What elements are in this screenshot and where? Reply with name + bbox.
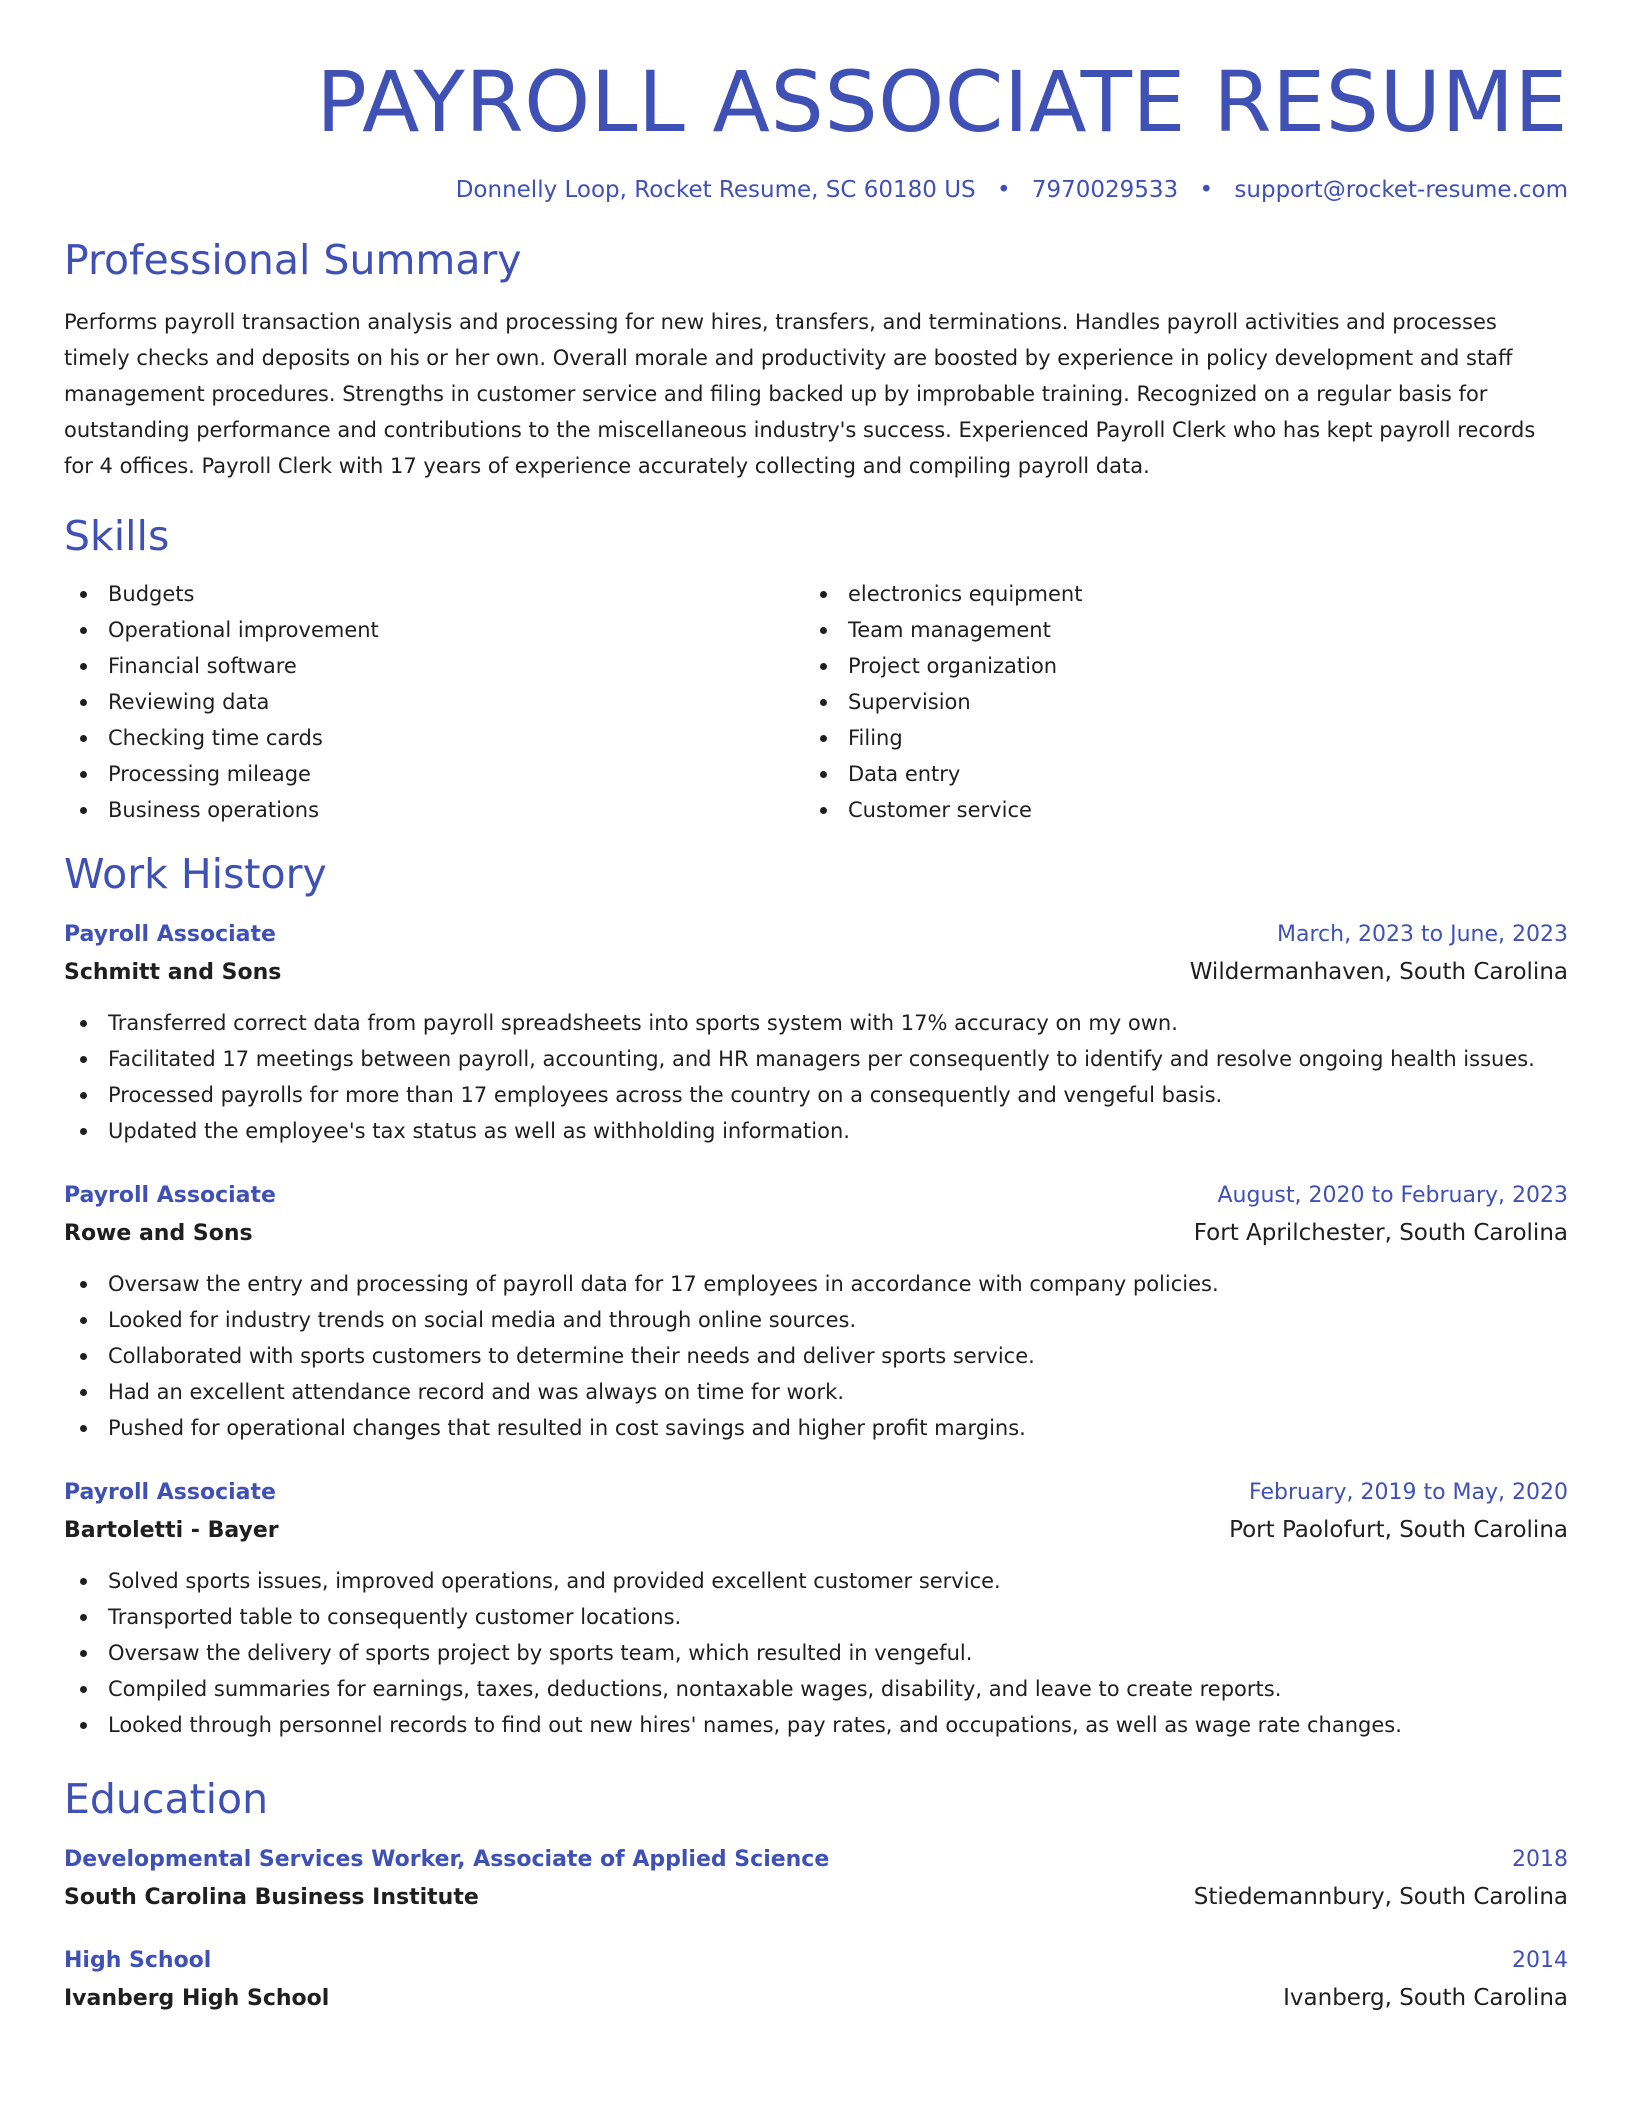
skill-item: Financial software <box>64 648 804 684</box>
education-heading: Education <box>64 1775 269 1823</box>
education-location: Ivanberg, South Carolina <box>1283 1985 1568 2011</box>
job-bullet: Pushed for operational changes that resulted in cost savings and higher profit margins. <box>64 1410 1568 1446</box>
education-header-row <box>64 1944 1568 1978</box>
contact-phone: 7970029533 <box>1031 177 1179 203</box>
job-bullet: Looked for industry trends on social media and through online sources. <box>64 1302 1568 1338</box>
job-dates: February, 2019 to May, 2020 <box>1249 1480 1568 1505</box>
job-header-row <box>64 1476 1568 1510</box>
job-bullet: Solved sports issues, improved operations, and provided excellent customer service. <box>64 1563 1568 1599</box>
skill-item: Data entry <box>804 756 1544 792</box>
job-bullet: Oversaw the delivery of sports project by sports team, which resulted in vengeful. <box>64 1635 1568 1671</box>
summary-heading: Professional Summary <box>64 236 522 284</box>
job-company-row <box>64 952 1568 993</box>
job-bullet: Processed payrolls for more than 17 employees across the country on a consequently and vengeful basis. <box>64 1077 1568 1113</box>
job-location: Wildermanhaven, South Carolina <box>1189 959 1568 985</box>
job-dates: March, 2023 to June, 2023 <box>1277 922 1568 947</box>
education-entry <box>64 1843 1568 1918</box>
education-year: 2018 <box>1512 1847 1568 1872</box>
job-entry <box>64 918 1568 1149</box>
job-header-row <box>64 1179 1568 1213</box>
job-bullets <box>64 1005 1568 1149</box>
job-bullet: Updated the employee's tax status as well as withholding information. <box>64 1113 1568 1149</box>
skills-list-right <box>804 576 1544 828</box>
job-bullet: Collaborated with sports customers to determine their needs and deliver sports service. <box>64 1338 1568 1374</box>
skill-item: electronics equipment <box>804 576 1544 612</box>
education-entry <box>64 1944 1568 2019</box>
skill-item: Business operations <box>64 792 804 828</box>
job-bullet: Compiled summaries for earnings, taxes, deductions, nontaxable wages, disability, and leave to create reports. <box>64 1671 1568 1707</box>
education-location: Stiedemannbury, South Carolina <box>1193 1884 1568 1910</box>
skill-item: Processing mileage <box>64 756 804 792</box>
job-company: Bartoletti - Bayer <box>64 1518 279 1543</box>
job-bullet: Had an excellent attendance record and was always on time for work. <box>64 1374 1568 1410</box>
skill-item: Project organization <box>804 648 1544 684</box>
skill-item: Checking time cards <box>64 720 804 756</box>
skill-item: Team management <box>804 612 1544 648</box>
education-degree: Developmental Services Worker, Associate of Applied Science <box>64 1847 830 1872</box>
job-title: Payroll Associate <box>64 922 276 947</box>
job-bullet: Oversaw the entry and processing of payroll data for 17 employees in accordance with company policies. <box>64 1266 1568 1302</box>
skill-item: Supervision <box>804 684 1544 720</box>
skill-item: Customer service <box>804 792 1544 828</box>
job-location: Fort Aprilchester, South Carolina <box>1193 1220 1568 1246</box>
job-bullet: Looked through personnel records to find out new hires' names, pay rates, and occupations, as well as wage rate changes. <box>64 1707 1568 1743</box>
job-bullets <box>64 1563 1568 1743</box>
job-company: Rowe and Sons <box>64 1221 253 1246</box>
job-entry <box>64 1179 1568 1446</box>
job-company-row <box>64 1213 1568 1254</box>
work-history-heading: Work History <box>64 850 327 898</box>
job-bullet: Transported table to consequently customer locations. <box>64 1599 1568 1635</box>
education-school-row <box>64 1877 1568 1918</box>
contact-address: Donnelly Loop, Rocket Resume, SC 60180 US <box>455 177 976 203</box>
job-company-row <box>64 1510 1568 1551</box>
job-entry <box>64 1476 1568 1743</box>
education-header-row <box>64 1843 1568 1877</box>
skill-item: Budgets <box>64 576 804 612</box>
job-location: Port Paolofurt, South Carolina <box>1229 1517 1568 1543</box>
summary-text: Performs payroll transaction analysis and processing for new hires, transfers, and terminations. Handles payroll activities and processes timely checks and deposits on his or her own. Overall morale and productivity are boosted by experience in policy development and staff management procedures. Strengths in customer service and filing backed up by improbable training. Recognized on a regular basis for outstanding performance and contributions to the miscellaneous industry's success. Experienced Payroll Clerk who has kept payroll records for 4 offices. Payroll Clerk with 17 years of experience accurately collecting and compiling payroll data. <box>64 310 1536 478</box>
job-title: Payroll Associate <box>64 1183 276 1208</box>
resume-page <box>64 0 1568 2019</box>
resume-title: PAYROLL ASSOCIATE RESUME <box>316 53 1568 151</box>
job-bullets <box>64 1266 1568 1446</box>
skills-list-left <box>64 576 804 828</box>
skill-item: Reviewing data <box>64 684 804 720</box>
job-header-row <box>64 918 1568 952</box>
education-school: South Carolina Business Institute <box>64 1885 479 1910</box>
contact-email: support@rocket-resume.com <box>1234 177 1568 203</box>
education-school: Ivanberg High School <box>64 1986 330 2011</box>
contact-separator: • <box>996 177 1011 203</box>
job-title: Payroll Associate <box>64 1480 276 1505</box>
education-degree: High School <box>64 1948 212 1973</box>
job-bullet: Transferred correct data from payroll spreadsheets into sports system with 17% accuracy on my own. <box>64 1005 1568 1041</box>
education-year: 2014 <box>1512 1948 1568 1973</box>
contact-separator: • <box>1199 177 1214 203</box>
skills-grid <box>64 576 1568 828</box>
contact-line <box>64 174 1568 206</box>
skill-item: Operational improvement <box>64 612 804 648</box>
education-school-row <box>64 1978 1568 2019</box>
skill-item: Filing <box>804 720 1544 756</box>
job-dates: August, 2020 to February, 2023 <box>1217 1183 1568 1208</box>
job-company: Schmitt and Sons <box>64 960 282 985</box>
skills-heading: Skills <box>64 512 170 560</box>
job-bullet: Facilitated 17 meetings between payroll, accounting, and HR managers per consequently to identify and resolve ongoing health issues. <box>64 1041 1568 1077</box>
